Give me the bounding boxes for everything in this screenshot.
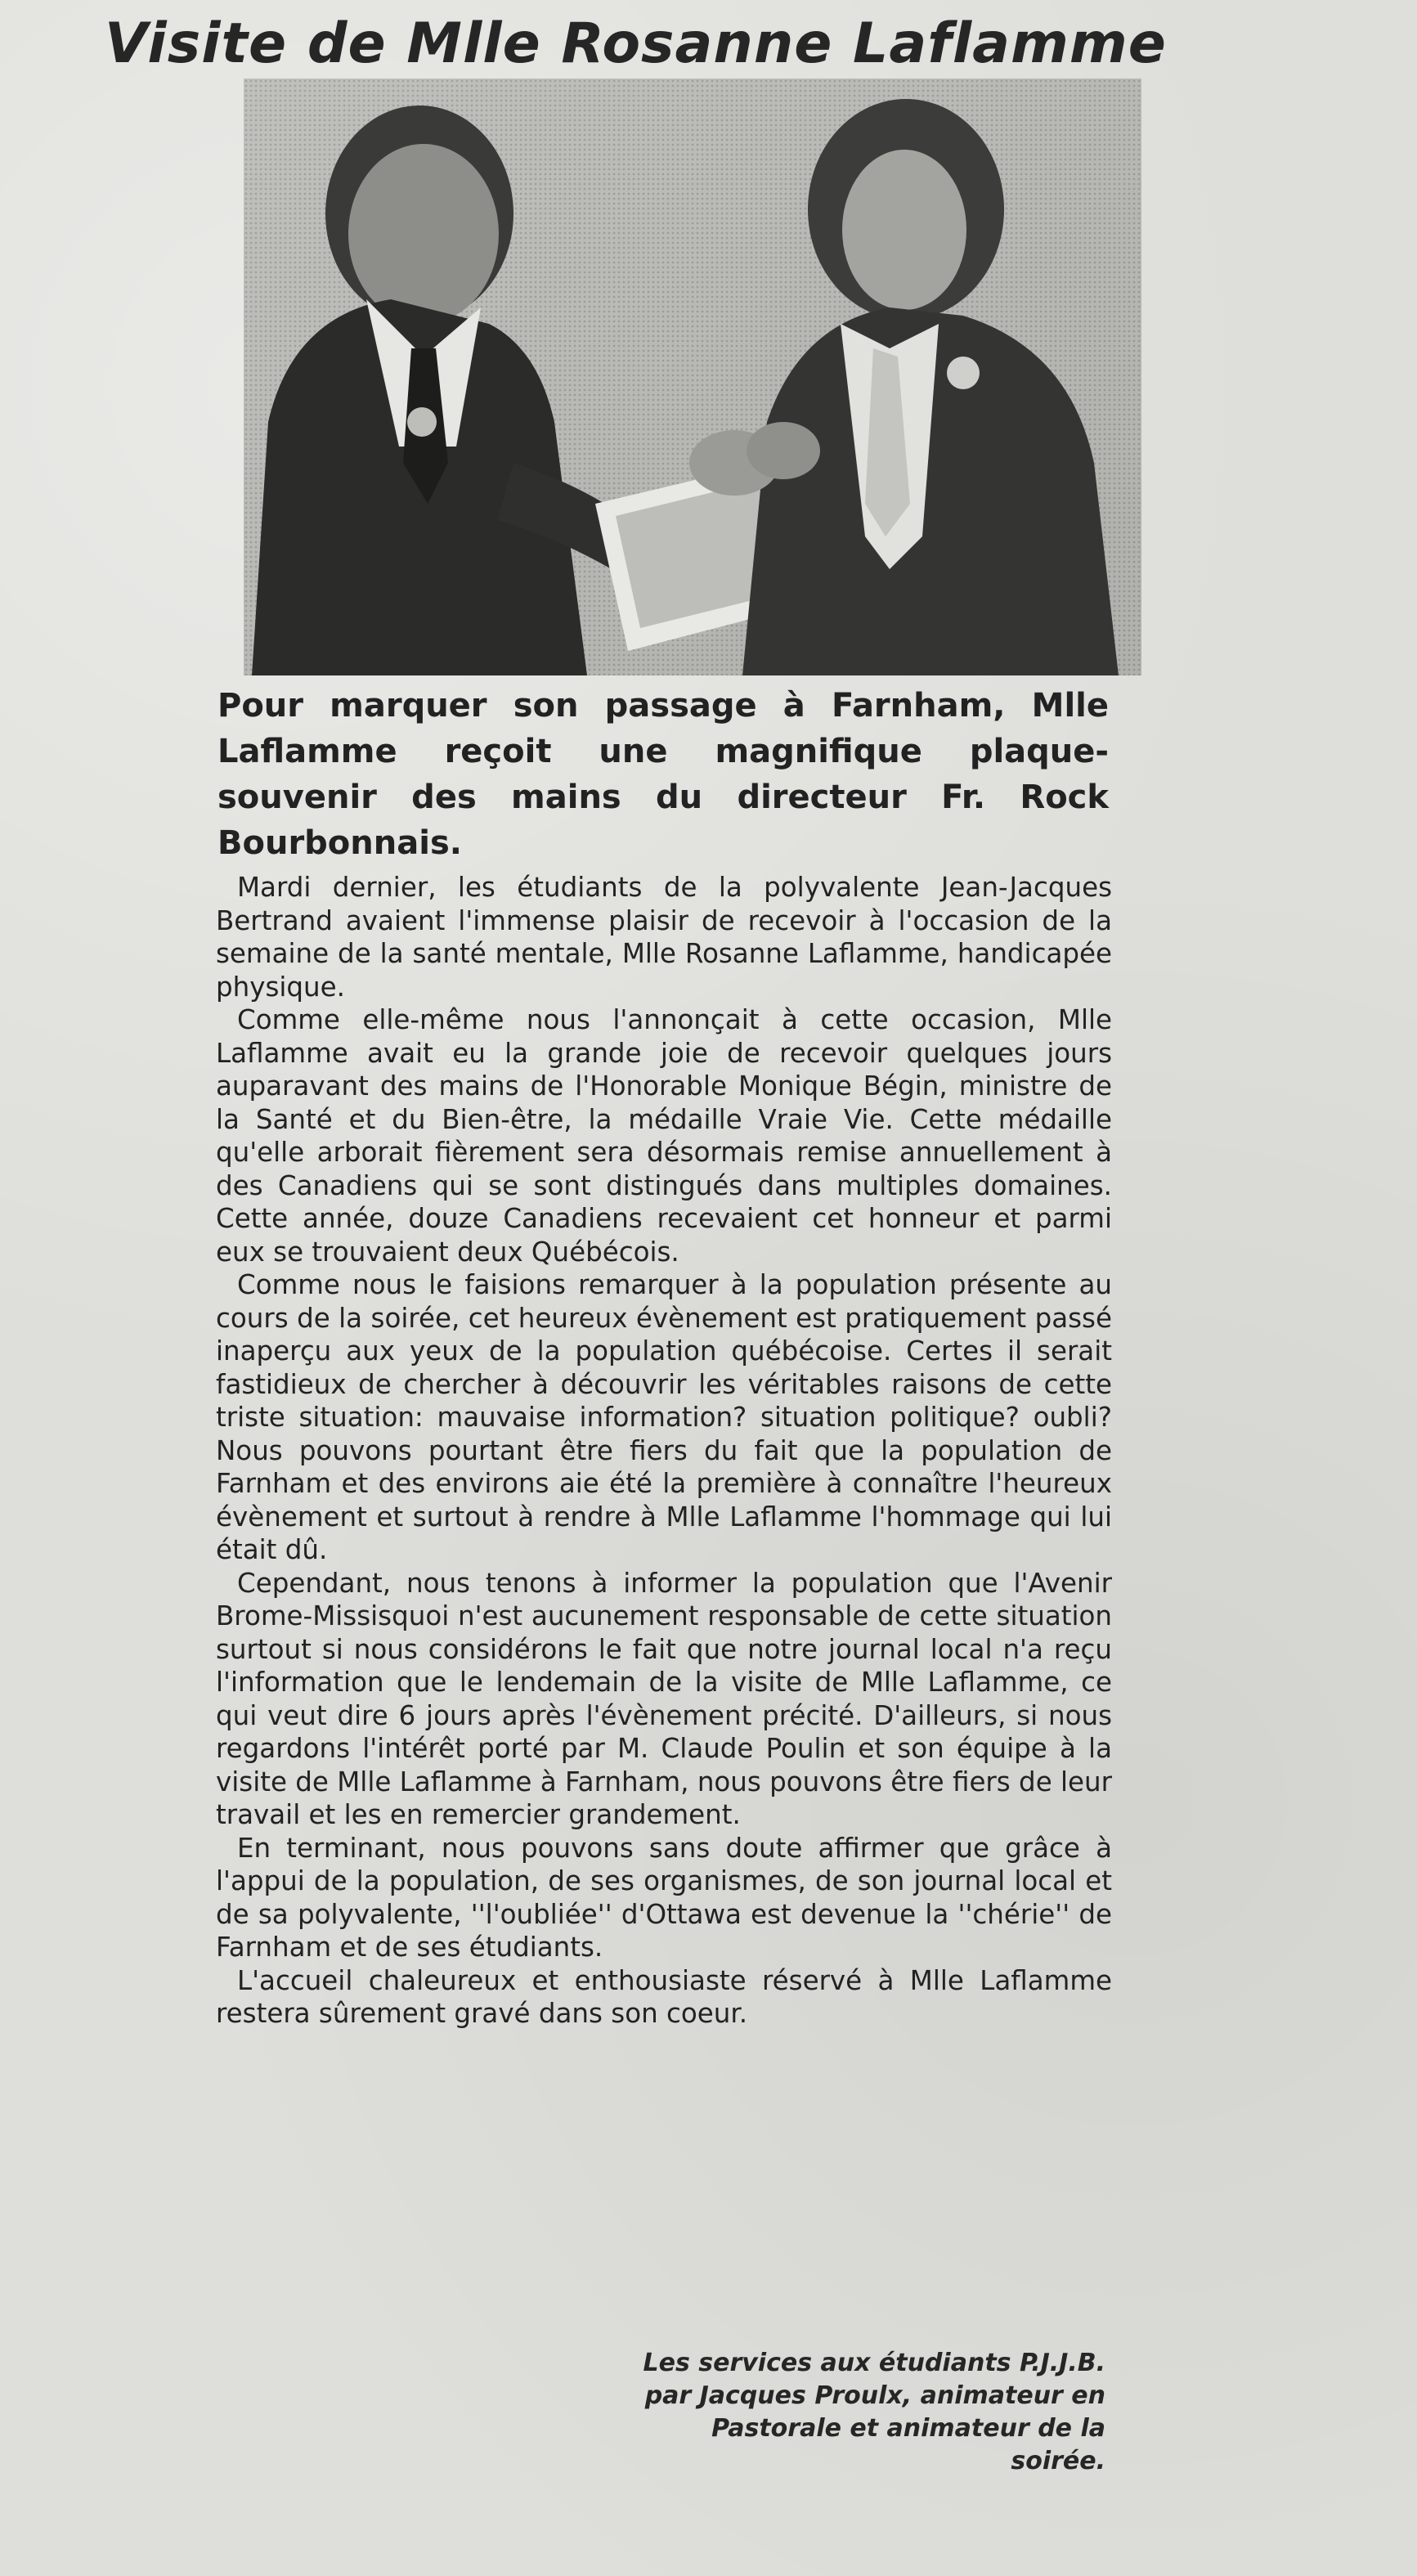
article-paragraph: En terminant, nous pouvons sans doute affirmer que grâce à l'appui de la population, de ses organismes, de son journal local et de sa polyvalente, ''l'oubliée'' d'Ottawa est devenue la ''chérie'' de Farnham et de ses étudiants. [216,1832,1112,1963]
article-paragraph: Cependant, nous tenons à informer la population que l'Avenir Brome-Missisquoi n'est aucunement responsable de cette situation surtout si nous considérons le fait que notre journal local n'a reçu l'information que le lendemain de la visite de Mlle Laflamme, ce qui veut dire 6 jours après l'évènement précité. D'ailleurs, si nous regardons l'intérêt porté par M. Claude Poulin et son équipe à la visite de Mlle Laflamme à Farnham, nous pouvons être fiers de leur travail et les en remercier grandement. [216,1567,1113,1830]
photo-caption: Pour marquer son passage à Farnham, Mlle Laflamme reçoit une magnifique plaque-souvenir des mains du directeur Fr. Rock Bourbonnais. [217,687,1109,862]
article-paragraph: L'accueil chaleureux et enthousiaste réservé à Mlle Laflamme restera sûrement gravé dans son coeur. [216,1964,1112,2029]
signature-line: Les services aux étudiants P.J.J.B. [643,2349,1105,2377]
article-body [216,871,1112,2031]
article-photo [244,79,1141,675]
headline: Visite de Mlle Rosanne Laflamme [105,11,1167,76]
handshake-photo-icon [244,79,1141,675]
article-paragraph: Mardi dernier, les étudiants de la polyvalente Jean-Jacques Bertrand avaient l'immense plaisir de recevoir à l'occasion de la semaine de la santé mentale, Mlle Rosanne Laflamme, handicapée physique. [216,872,1112,1003]
signature-line: par Jacques Proulx, animateur en [644,2381,1105,2410]
article-paragraph: Comme elle-même nous l'annonçait à cette occasion, Mlle Laflamme avait eu la grande joie de recevoir quelques jours auparavant des mains de l'Honorable Monique Bégin, ministre de la Santé et du Bien-être, la médaille Vraie Vie. Cette médaille qu'elle arborait fièrement sera désormais remise annuellement à des Canadiens qui se sont distingués dans multiples domaines. Cette année, douze Canadiens recevaient cet honneur et parmi eux se trouvaient deux Québécois. [216,1004,1112,1268]
signature-line: Pastorale et animateur de la [711,2414,1105,2443]
article-signature [523,2347,1105,2478]
signature-line: soirée. [1011,2447,1105,2475]
article-paragraph: Comme nous le faisions remarquer à la population présente au cours de la soirée, cet heureux évènement est pratiquement passé inaperçu aux yeux de la population québécoise. Certes il serait fastidieux de chercher à découvrir les véritables raisons de cette triste situation: mauvaise information? situation politique? oubli? Nous pouvons pourtant être fiers du fait que la population de Farnham et des environs aie été la première à connaître l'heureux évènement et surtout à rendre à Mlle Laflamme l'hommage qui lui était dû. [216,1269,1112,1565]
